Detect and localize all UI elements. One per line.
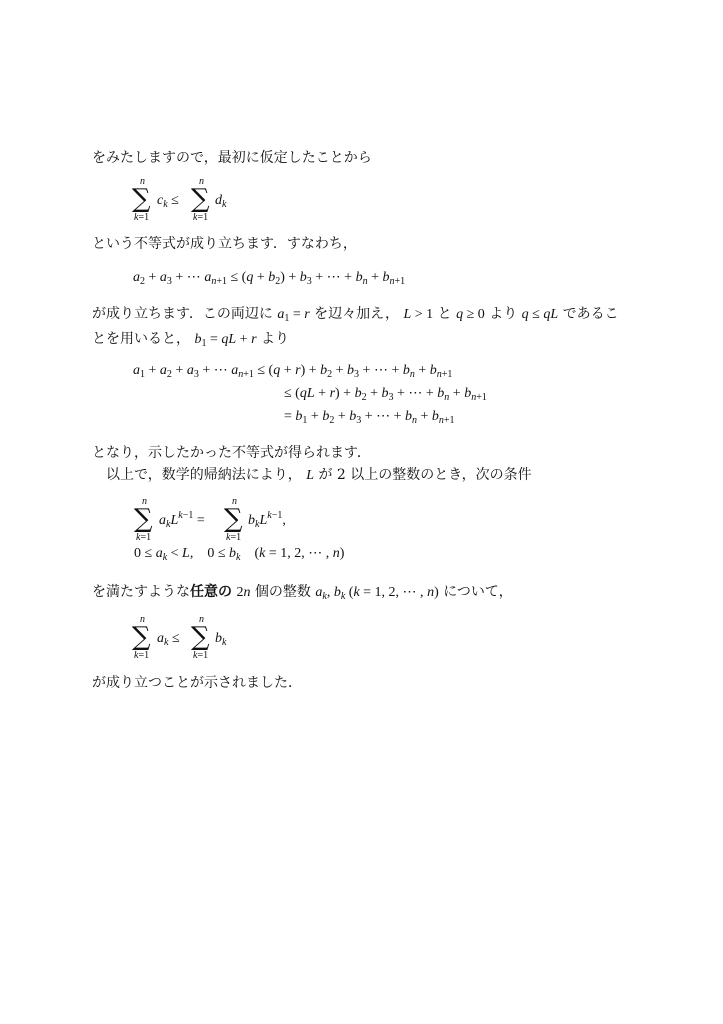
paragraph-text-line	[106, 466, 532, 485]
sum-upper-limit: n	[232, 496, 237, 507]
paragraph-text: という不等式が成り立ちます．すなわち，	[92, 236, 357, 252]
sum-symbol: ∑	[132, 184, 151, 214]
equation-inequality: $a_2 + a_3$ + ⋯ $a_{n+1} \le (q + b_2) + b_3$ + ⋯ + $b_n + b_{n+1}$	[133, 270, 406, 287]
math-inline: $a_1 = r$	[277, 307, 310, 324]
text-run: 個の整数	[254, 584, 311, 600]
text-run: が成り立ちます．この両辺に	[92, 306, 273, 322]
sum-symbol: ∑	[224, 504, 243, 534]
text-run: 以上で，数学的帰納法により，	[106, 467, 302, 483]
text-run: とを用いると，	[92, 331, 190, 347]
paragraph-text: となり，示したかった不等式が得られます．	[92, 445, 371, 461]
equation-aligned-line-2: ≤ $(qL + r) + b_2 + b_3$ + ⋯ + $b_n + b_{n+1}$	[284, 386, 487, 403]
math-expression: $b_kL^{k-1}$,	[248, 510, 286, 530]
math-expression: $c_k$ ≤	[157, 193, 179, 210]
sum-symbol: ∑	[134, 504, 153, 534]
math-expression: $0 \le a_k < L$, $0 \le b_k$ (k = 1, 2, ⋯ , n)	[134, 546, 345, 563]
text-run: を満たすような	[92, 584, 190, 600]
math-inline: L	[306, 468, 314, 483]
text-run: より	[489, 306, 518, 322]
sum-upper-limit: n	[140, 176, 145, 187]
sum-upper-limit: n	[199, 176, 204, 187]
paragraph-text-line	[92, 583, 513, 602]
paragraph-text: が成り立つことが示されました．	[92, 675, 302, 691]
sum-lower-limit: k=1	[226, 532, 242, 543]
sum-lower-limit: k=1	[193, 212, 209, 223]
equation-aligned-line-3: = $b_1 + b_2 + b_3$ + ⋯ + $b_n + b_{n+1}$	[284, 409, 455, 426]
math-expression: $a_k$ ≤	[157, 631, 180, 648]
math-inline: L > 1	[403, 307, 434, 322]
text-run: が 2 以上の整数のとき，次の条件	[318, 467, 532, 483]
math-expression: $a_kL^{k-1}$ =	[159, 510, 205, 530]
math-inline: q ≥ 0	[456, 307, 485, 322]
paragraph-text-line	[92, 330, 289, 349]
text-run: と	[437, 306, 452, 322]
paragraph-text-line	[92, 305, 619, 324]
sum-lower-limit: k=1	[193, 650, 209, 661]
equation-aligned-line-1: $a_1 + a_2 + a_3$ + ⋯ $a_{n+1} \le (q + r) + b_2 + b_3$ + ⋯ + $b_n + b_{n+1}$	[133, 363, 453, 380]
text-run: より	[260, 331, 289, 347]
math-expression: $b_k$	[215, 631, 227, 648]
math-inline: $b_1$ = qL + r	[194, 332, 257, 349]
text-run: を辺々加え，	[314, 306, 399, 322]
sum-lower-limit: k=1	[136, 532, 152, 543]
sum-upper-limit: n	[142, 496, 147, 507]
sum-symbol: ∑	[132, 622, 151, 652]
text-run: について，	[443, 584, 513, 600]
bold-text: 任意の	[190, 584, 232, 600]
math-expression: $d_k$	[215, 193, 227, 210]
sum-symbol: ∑	[191, 622, 210, 652]
paragraph-text: をみたしますので，最初に仮定したことから	[92, 150, 372, 166]
math-inline: 2n	[236, 585, 251, 600]
sum-lower-limit: k=1	[134, 650, 150, 661]
sum-upper-limit: n	[140, 614, 145, 625]
math-inline: $a_k$, $b_k$ (k = 1, 2, ⋯ , n)	[315, 585, 439, 602]
text-run: であるこ	[562, 306, 619, 322]
sum-upper-limit: n	[199, 614, 204, 625]
sum-symbol: ∑	[191, 184, 210, 214]
sum-lower-limit: k=1	[134, 212, 150, 223]
math-inline: q ≤ qL	[521, 307, 559, 322]
